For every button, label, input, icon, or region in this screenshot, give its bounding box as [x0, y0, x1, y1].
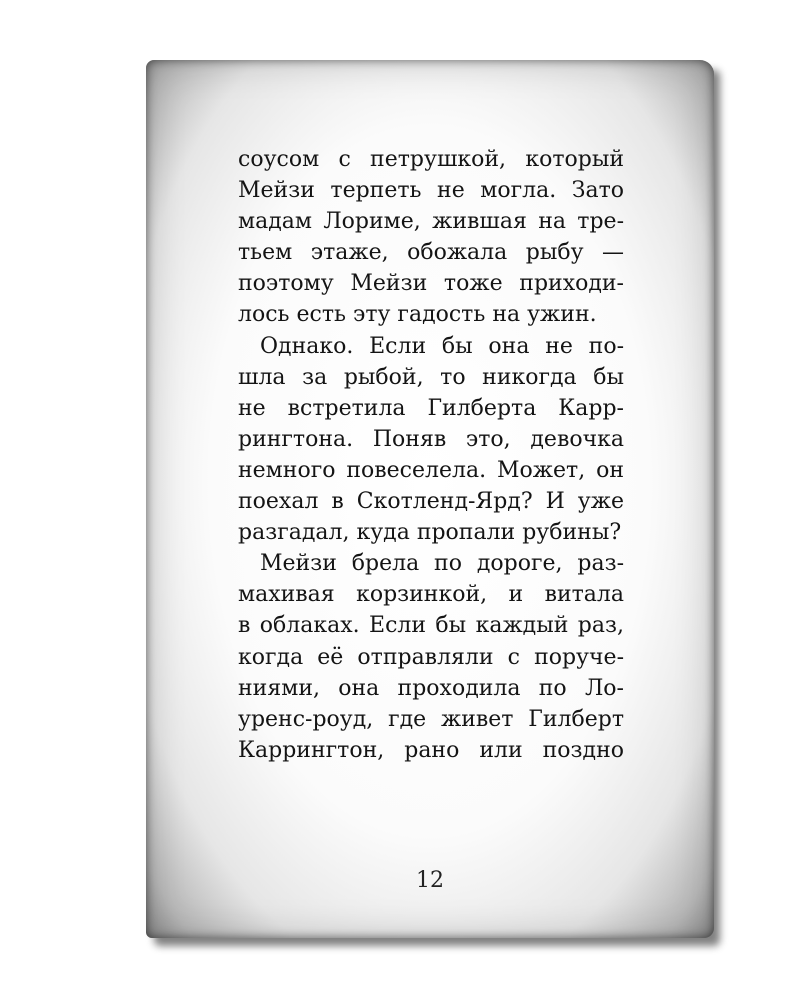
text-line: Мейзи терпеть не могла. Зато: [238, 178, 624, 204]
text-line: рингтона. Поняв это, девочка: [238, 426, 624, 452]
page-text: [238, 144, 624, 766]
text-line: Однако. Если бы она не по-: [260, 333, 624, 359]
text-line: уренс-роуд, где живет Гилберт: [238, 706, 624, 732]
text-line: Мейзи брела по дороге, раз-: [260, 551, 624, 577]
text-line: шла за рыбой, то никогда бы: [238, 364, 624, 390]
page-number: 12: [416, 868, 444, 893]
text-line: поэтому Мейзи тоже приходи-: [238, 271, 624, 297]
text-line: тьем этаже, обожала рыбу —: [238, 240, 624, 266]
text-line: Каррингтон, рано или поздно: [238, 737, 624, 763]
text-line: ниями, она проходила по Ло-: [238, 675, 624, 701]
text-line: соусом с петрушкой, который: [238, 147, 624, 172]
text-line: разгадал, куда пропали рубины?: [238, 520, 622, 546]
text-line: лось есть эту гадость на ужин.: [238, 302, 597, 328]
text-line: поехал в Скотленд-Ярд? И уже: [238, 489, 624, 515]
text-line: когда её отправляли с поруче-: [238, 644, 624, 670]
text-line: не встретила Гилберта Карр-: [238, 395, 624, 421]
text-line: немного повеселела. Может, он: [238, 457, 624, 483]
text-line: в облаках. Если бы каждый раз,: [238, 613, 624, 639]
text-line: махивая корзинкой, и витала: [238, 582, 624, 608]
book-page: [146, 60, 714, 938]
text-line: мадам Лориме, жившая на тре-: [238, 209, 624, 235]
